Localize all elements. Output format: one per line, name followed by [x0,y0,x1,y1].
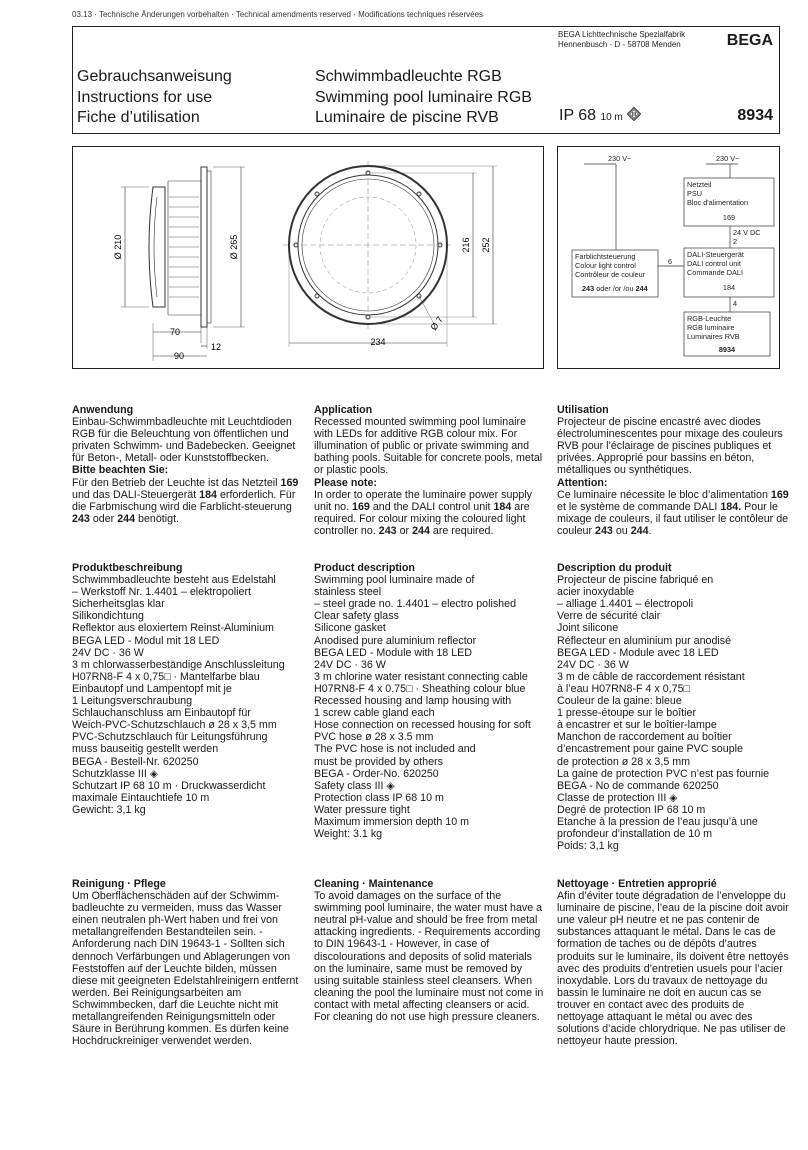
note-text [314,489,546,537]
psu-label-en: PSU [687,189,703,198]
spec-line: à l’eau H07RN8-F 4 x 0,75□ [557,682,690,695]
spec-line: Joint silicone [557,622,619,635]
spec-line: Degré de protection IP 68 10 m [557,803,706,816]
spec-line: Poids: 3,1 kg [557,840,619,853]
revision-note: 03.13 · Technische Änderungen vorbehalten · Technical amendments reserved · Modifications techniques réservées [72,10,484,19]
spec-line: Schutzart IP 68 10 m · Druckwasserdicht [72,779,266,792]
spec-line: 24V DC · 36 W [314,658,386,671]
spec-line: Projecteur de piscine fabriqué en [557,574,714,587]
section-text: Projecteur de piscine encastré avec diodes électroluminescentes pour mixage des couleurs RVB pour l’éclairage de piscines publiques et privées. Approprié pour bassins en béton, métalliques ou synthétiques. [557,416,783,477]
spec-line: Recessed housing and lamp housing with [314,695,512,708]
application-fr [557,404,789,537]
spec-line: Schutzklasse III ◈ [72,767,159,780]
manufacturer-address [558,30,685,50]
psu-number: 169 [722,213,736,222]
spec-line: Protection class IP 68 10 m [314,791,444,804]
note-part: Ce luminaire nécessite le bloc d’alimentation [557,488,771,501]
spec-line: Maximum immersion depth 10 m [314,815,470,828]
product-name-en: Swimming pool luminaire RGB [315,88,532,106]
note-part: Für den Betrieb der Leuchte ist das Netzteil [72,476,281,489]
note-heading: Bitte beachten Sie: [72,464,169,477]
spec-line: 1 screw cable gland each [314,707,435,720]
controller-number-ref: 243 [595,524,613,537]
section-heading: Description du produit [557,562,672,574]
brand-logo: BEGA [726,32,773,49]
wire-count-4: 4 [733,299,738,308]
doc-type-fr: Fiche d’utilisation [77,109,200,126]
controller-label-de: Farblichtsteuerung [575,252,636,261]
dc-label: 24 V DC [733,228,761,237]
dim-diameter-265: Ø 265 [229,234,239,260]
note-part: Pour le mixage de couleurs, il faut utiliser le contôleur de couleur [557,500,789,537]
spec-line: maximale Eintauchtiefe 10 m [72,791,210,804]
luminaire-label-de: RGB-Leuchte [687,314,732,323]
product-number: 8934 [737,107,773,124]
address-line-2: Hennenbusch · D - 58708 Menden [558,40,681,49]
doc-type-de: Gebrauchsanweisung [77,68,232,85]
controller-number [582,284,649,293]
document-type-list [77,67,232,129]
note-part: benötigt. [135,512,180,525]
spec-line: 24V DC · 36 W [557,658,629,671]
spec-line: BEGA LED - Module avec 18 LED [557,646,719,659]
dali-label-de: DALI-Steuergerät [687,250,744,259]
spec-line: Reflektor aus eloxiertem Reinst-Aluminium [72,622,274,635]
ip-rating [559,107,641,125]
spec-list [72,574,304,816]
spec-line: The PVC hose is not included and [314,743,476,756]
dim-12: 12 [211,342,222,352]
note-part: are required. For colour mixing the coloured light controller no. [314,500,530,537]
spec-line: 1 presse-étoupe sur le boîtier [557,707,697,720]
spec-line: 3 m chlorine water resistant connecting cable [314,670,528,683]
controller-number-sep: oder /or /ou [594,284,636,293]
dali-number-ref: 184 [493,500,512,513]
note-part: or [396,524,413,537]
note-part: . [648,524,652,537]
application-en [314,404,546,537]
spec-list [314,574,546,840]
dim-216: 216 [461,237,471,253]
controller-label-en: Colour light control [575,261,636,270]
spec-line: Safety class III ◈ [314,779,395,792]
cleaning-en [314,878,546,1023]
spec-line: Réflecteur en aluminium pur anodisé [557,634,732,647]
section-heading: Utilisation [557,404,609,416]
spec-line: 3 m chlorwasserbeständige Anschlussleitung [72,658,285,671]
note-part: erforderlich. Für die Farbmischung wird die Farblicht-steuerung [72,488,296,513]
psu-label-de: Netzteil [687,180,712,189]
dim-234: 234 [370,337,386,347]
section-text: Einbau-Schwimmbadleuchte mit Leuchtdioden RGB für die Beleuchtung von öffentlichen und privaten Schwimm- und Badebecken. Geeignet für Beton-, Metall- oder Kunststoffbecken. [72,416,296,465]
spec-line: – steel grade no. 1.4401 – electro polished [314,598,517,611]
psu-label-fr: Bloc d'alimentation [687,198,749,207]
header-box [72,26,780,134]
schematic-voltage-1: 230 V~ [608,154,632,163]
luminaire-label-en: RGB luminaire [687,323,735,332]
spec-line: Schlauchanschluss am Einbautopf für [72,707,251,720]
section-heading: Cleaning · Maintenance [314,878,434,890]
controller-number-b: 244 [635,284,648,293]
wire-count-6: 6 [668,257,673,266]
section-heading: Nettoyage · Entretien approprié [557,878,717,890]
section-text: Afin d’éviter toute dégradation de l’enveloppe du luminaire de piscine, l’eau de la piscine doit avoir une valeur pH neutre et ne pas contenir de substances attaquant le métal. Dans le cas de formation de taches ou de dépôts d’autres produits sur le luminaire, ils doivent être nettoyés avec des produits d’entretien usuels pour l’acier inoxydable. Lors du travaux de nettoyage du bassin le luminaire ne doit en aucun cas se trouver en contact avec des produits de nettoyage attaquant le métal ou avec des solutions d’acide chlorydrique. Ne pas utiliser de nettoyeur haute pression. [557,890,789,1048]
cleaning-fr [557,878,789,1047]
spec-line: La gaine de protection PVC n’est pas fournie [557,767,770,780]
spec-line: H07RN8-F 4 x 0.75□ · Sheathing colour blue [314,682,526,695]
controller-number-ref: 244 [117,512,136,525]
spec-list [557,574,789,852]
section-text: Recessed mounted swimming pool luminaire with LEDs for additive RGB colour mix. For illumination of public or private swimming and bathing pools. Suitable for concrete pools, metal or plastic pools. [314,416,543,477]
spec-line: H07RN8-F 4 x 0,75□ · Mantelfarbe blau [72,670,260,683]
spec-line: Couleur de la gaine: bleue [557,695,682,708]
spec-line: Silicone gasket [314,622,386,635]
spec-line: BEGA - Bestell-Nr. 620250 [72,755,199,768]
dim-90: 90 [173,351,185,361]
controller-number-ref: 244 [630,524,649,537]
psu-number-ref: 169 [280,476,299,489]
dali-label-en: DALI control unit [687,259,741,268]
note-heading: Please note: [314,476,377,489]
section-heading: Reinigung · Pflege [72,878,166,890]
spec-line: Hose connection on recessed housing for soft [314,719,531,732]
controller-label-fr: Contrôleur de couleur [575,270,646,279]
dali-label-fr: Commande DALI [687,268,743,277]
spec-line: de protection ø 28 x 3,5 mm [557,755,691,768]
section-text: To avoid damages on the surface of the swimming pool luminaire, the water must have a neutral pH-value and should be free from metal attacking ingredients. - Requirements according to DIN 19643-1 - However, in case of discolourations and deposits of solid materials on the luminaire, same must be removed by using suitable stainless steel cleansers. When cleaning the pool the luminaire must not come in contact with metal affecting cleansers or acid. For cleaning do not use high pressure cleaners. [314,890,544,1024]
spec-line: d’encastrement pour gaine PVC souple [557,743,743,756]
protection-class-iii-icon [627,107,641,121]
note-part: ou [612,524,631,537]
product-description-de [72,562,304,816]
spec-line: 24V DC · 36 W [72,646,144,659]
spec-line: Verre de sécurité clair [557,610,661,623]
spec-line: Weight: 3.1 kg [314,828,383,841]
cleaning-de [72,878,304,1047]
dim-diameter-210: Ø 210 [113,234,123,260]
spec-line: stainless steel [314,586,382,599]
section-text: Um Oberflächenschäden auf der Schwimm-badleuchte zu vermeiden, muss das Wasser einen neutralen ph-Wert haben und frei von metallangreifenden Bestandteilen sein. - Anforderung nach DIN 19643-1 - Sollten sich dennoch Verfärbungen und Ablagerungen von Feststoffen auf der Leuchte bilden, müssen diese mit geeigneten Edelstahlreinigern entfernt werden. Bei Reinigungsarbeiten am Schwimmbecken, darf die Leuchte nicht mit metallangreifenden Reinigungsmitteln oder Säure in Berührung kommen. Es dürfen keine Hochdruckreiniger verwendet werden. [72,890,299,1048]
dali-number: 184 [722,283,736,292]
note-part: et le système de commande DALI [557,500,721,513]
spec-line: BEGA LED - Module with 18 LED [314,646,473,659]
note-part: und das DALI-Steuergerät [72,488,200,501]
controller-number-ref: 243 [72,512,90,525]
spec-line: PVC-Schutzschlauch für Leitungsführung [72,731,268,744]
wiring-schematic-svg [558,147,779,368]
luminaire-label-fr: Luminaires RVB [687,332,740,341]
note-text [72,477,304,525]
spec-line: Etanche à la pression de l’eau jusqu’à une [557,815,758,828]
spec-line: PVC hose ø 28 x 3.5 mm [314,731,434,744]
spec-line: BEGA - No de commande 620250 [557,779,719,792]
dimension-drawing [72,146,544,369]
spec-line: Schwimmbadleuchte besteht aus Edelstahl [72,574,276,587]
ip-rating-value: IP 68 [559,107,597,124]
luminaire-number: 8934 [718,345,736,354]
spec-line: – Werkstoff Nr. 1.4401 – elektropoliert [72,586,252,599]
spec-line: Gewicht: 3,1 kg [72,803,146,816]
application-de [72,404,304,525]
section-heading: Application [314,404,373,416]
spec-line: Manchon de raccordement au boîtier [557,731,732,744]
spec-line: BEGA - Order-No. 620250 [314,767,439,780]
spec-line: Anodised pure aluminium reflector [314,634,477,647]
dim-252: 252 [481,237,491,253]
spec-line: must be provided by others [314,755,443,768]
product-name-list [315,67,532,129]
note-part: are required. [429,524,494,537]
controller-number-ref: 243 [378,524,397,537]
dali-number-ref: 184. [720,500,742,513]
product-description-fr [557,562,789,852]
note-heading: Attention: [557,476,608,489]
wiring-schematic [557,146,780,369]
spec-line: Silikondichtung [72,610,144,623]
note-text [557,489,789,537]
spec-line: Classe de protection III ◈ [557,791,678,804]
spec-line: Water pressure tight [314,803,410,816]
note-part: oder [89,512,118,525]
note-part: and the DALI control unit [369,500,494,513]
psu-number-ref: 169 [770,488,789,501]
wire-count-2: 2 [733,237,738,246]
spec-line: Swimming pool luminaire made of [314,574,475,587]
section-heading: Produktbeschreibung [72,562,183,574]
psu-number-ref: 169 [352,500,370,513]
dimension-drawing-svg [73,147,543,368]
spec-line: BEGA LED - Modul mit 18 LED [72,634,220,647]
spec-line: – alliage 1.4401 – électropoli [557,598,694,611]
spec-line: Clear safety glass [314,610,399,623]
spec-line: 1 Leitungsverschraubung [72,695,193,708]
spec-line: profondeur d’installation de 10 m [557,828,713,841]
ip-depth: 10 m [600,112,623,123]
spec-line: 3 m de câble de raccordement résistant [557,670,745,683]
spec-line: acier inoxydable [557,586,635,599]
address-line-1: BEGA Lichttechnische Spezialfabrik [558,30,686,39]
section-heading: Product description [314,562,415,574]
spec-line: Weich-PVC-Schutzschlauch ø 28 x 3,5 mm [72,719,277,732]
schematic-voltage-2: 230 V~ [716,154,740,163]
dim-70: 70 [169,327,181,337]
note-part: In order to operate the luminaire power supply unit no. [314,488,533,513]
spec-line: à encastrer et sur le boîtier-lampe [557,719,717,732]
product-description-en [314,562,546,840]
dim-hole-diameter-7: Ø 7 [428,314,445,333]
spec-line: Einbautopf und Lampentopf mit je [72,682,232,695]
spec-line: muss bauseitig gestellt werden [72,743,219,756]
section-heading: Anwendung [72,404,134,416]
dali-number-ref: 184 [199,488,217,501]
product-name-de: Schwimmbadleuchte RGB [315,68,502,85]
controller-number-ref: 244 [412,524,430,537]
product-name-fr: Luminaire de piscine RVB [315,109,499,126]
spec-line: Sicherheitsglas klar [72,598,165,611]
controller-number-a: 243 [582,284,595,293]
doc-type-en: Instructions for use [77,88,213,106]
